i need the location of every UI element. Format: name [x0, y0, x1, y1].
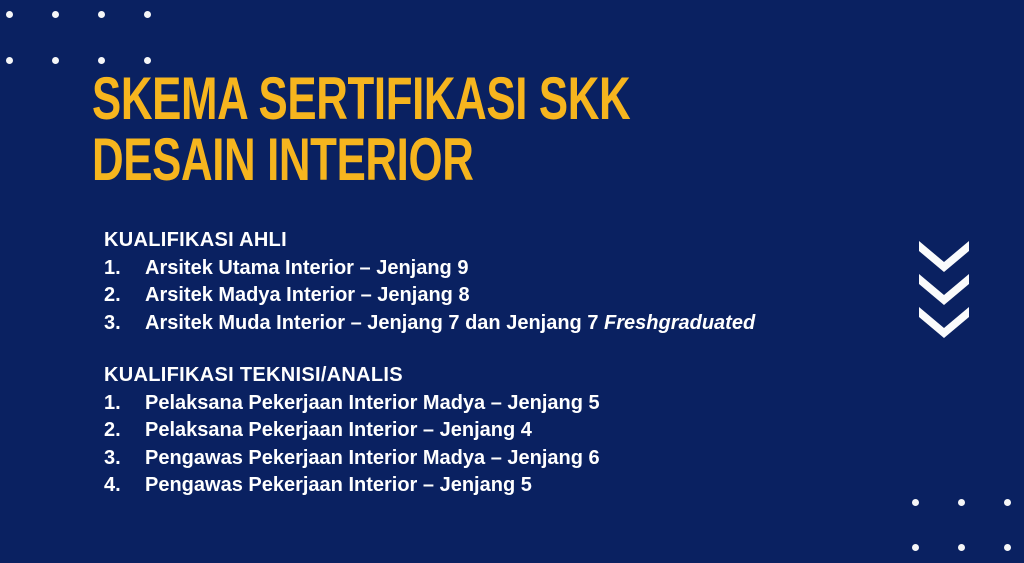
page-title — [92, 65, 829, 193]
list-item-number: 3. — [104, 446, 121, 469]
dot-icon — [6, 57, 13, 64]
chevron-down-icon — [918, 307, 970, 338]
section-kualifikasi-ahli — [104, 227, 884, 337]
list-item — [104, 390, 884, 418]
list-item — [104, 282, 884, 310]
list-item — [104, 445, 884, 473]
dot-icon — [144, 57, 151, 64]
list-item-text: Arsitek Madya Interior – Jenjang 8 — [145, 284, 470, 306]
list-item — [104, 310, 884, 338]
title-line-1: SKEMA SERTIFIKASI SKK — [92, 65, 631, 132]
dot-icon — [1004, 499, 1011, 506]
list-item-number: 3. — [104, 311, 121, 334]
section-heading: KUALIFIKASI AHLI — [104, 229, 287, 251]
dot-grid-top-left — [6, 11, 151, 64]
chevron-down-icon — [918, 274, 970, 305]
list-item-text: Arsitek Muda Interior – Jenjang 7 dan Jenjang 7 Freshgraduated — [145, 311, 756, 334]
list-item-number: 1. — [104, 391, 121, 414]
qualification-list — [104, 255, 884, 338]
list-item — [104, 472, 884, 500]
section-heading: KUALIFIKASI TEKNISI/ANALIS — [104, 364, 403, 386]
dot-icon — [6, 11, 13, 18]
section-kualifikasi-teknisi-analis — [104, 362, 884, 500]
list-item-number: 2. — [104, 284, 121, 306]
chevron-down-icon — [918, 241, 970, 272]
list-item-text: Pelaksana Pekerjaan Interior – Jenjang 4 — [145, 419, 532, 441]
dot-icon — [912, 499, 919, 506]
list-item-text: Pengawas Pekerjaan Interior Madya – Jenjang 6 — [145, 446, 600, 469]
dot-icon — [912, 544, 919, 551]
dot-icon — [52, 57, 59, 64]
title-line-2: DESAIN INTERIOR — [92, 126, 474, 193]
list-item-number: 2. — [104, 419, 121, 441]
list-item-text: Arsitek Utama Interior – Jenjang 9 — [145, 256, 469, 279]
dot-icon — [52, 11, 59, 18]
list-item-number: 4. — [104, 474, 121, 496]
list-item — [104, 255, 884, 283]
list-item-text: Pelaksana Pekerjaan Interior Madya – Jenjang 5 — [145, 391, 600, 414]
dot-icon — [1004, 544, 1011, 551]
list-item-text: Pengawas Pekerjaan Interior – Jenjang 5 — [145, 474, 532, 496]
list-item — [104, 417, 884, 445]
qualification-content — [104, 227, 884, 500]
list-item-number: 1. — [104, 256, 121, 279]
dot-icon — [958, 499, 965, 506]
dot-icon — [958, 544, 965, 551]
dot-icon — [98, 57, 105, 64]
qualification-list — [104, 390, 884, 500]
triple-chevron-down-icon — [918, 241, 970, 338]
dot-icon — [98, 11, 105, 18]
italic-suffix: Freshgraduated — [598, 311, 756, 334]
dot-icon — [144, 11, 151, 18]
dot-grid-bottom-right — [912, 499, 1011, 551]
